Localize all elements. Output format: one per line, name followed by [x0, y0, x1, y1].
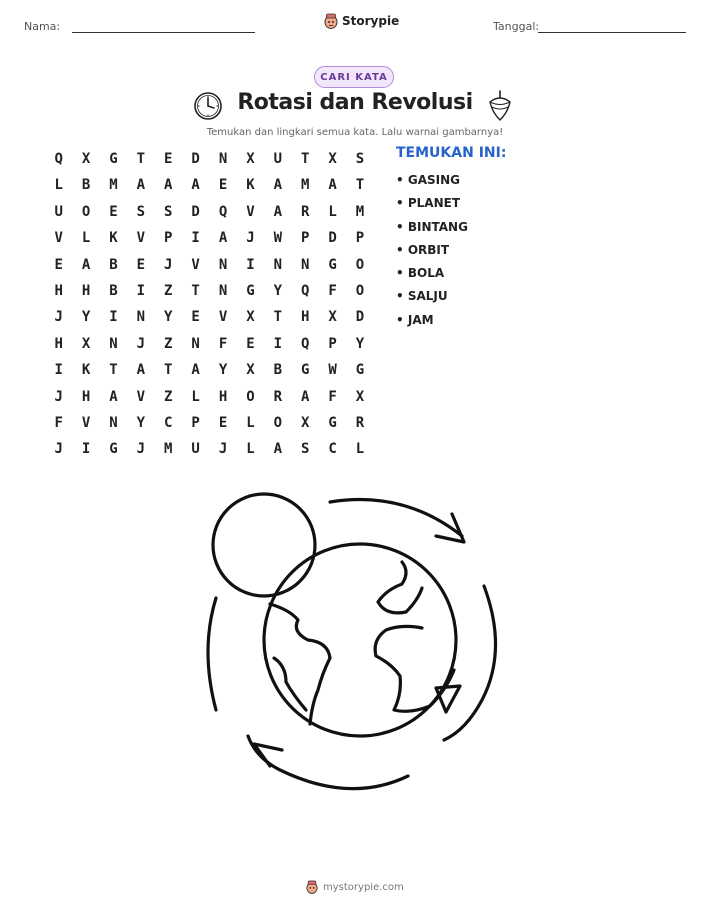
grid-row [45, 436, 374, 462]
grid-letter[interactable]: Q [300, 335, 310, 352]
grid-row [45, 278, 374, 304]
grid-letter[interactable]: G [328, 256, 337, 273]
grid-letter[interactable]: O [246, 388, 255, 405]
grid-letter[interactable]: U [273, 151, 283, 167]
grid-letter[interactable]: E [218, 177, 228, 194]
grid-letter[interactable]: V [136, 388, 146, 405]
grid-letter[interactable]: G [246, 282, 255, 299]
grid-letter[interactable]: L [54, 177, 63, 194]
word-list [396, 172, 468, 335]
grid-letter[interactable]: A [300, 388, 310, 405]
grid-letter[interactable]: P [191, 414, 200, 431]
grid-letter[interactable]: V [54, 230, 63, 247]
grid-letter[interactable]: K [109, 230, 118, 247]
grid-letter[interactable]: F [328, 388, 337, 405]
grid-letter[interactable]: H [54, 335, 63, 352]
grid-letter[interactable]: B [273, 362, 283, 379]
grid-letter[interactable]: A [109, 388, 118, 405]
grid-letter[interactable]: A [273, 203, 283, 220]
grid-letter[interactable]: A [164, 177, 173, 194]
grid-letter[interactable]: N [191, 335, 200, 352]
grid-letter[interactable]: L [246, 414, 255, 431]
grid-letter[interactable]: L [81, 230, 91, 247]
grid-letter[interactable]: K [246, 177, 255, 194]
grid-letter[interactable]: Y [136, 414, 146, 431]
grid-letter[interactable]: Q [300, 282, 310, 299]
grid-letter[interactable]: L [246, 441, 255, 458]
word-search-grid[interactable] [45, 146, 374, 463]
earth-moon-orbit-illustration [190, 490, 510, 810]
grid-letter[interactable]: V [191, 256, 200, 273]
grid-letter[interactable]: V [246, 203, 255, 220]
word-list-item: • JAM [396, 312, 434, 327]
grid-letter[interactable]: R [300, 203, 310, 220]
activity-badge: CARI KATA [314, 66, 394, 88]
grid-letter[interactable]: E [109, 203, 118, 220]
page-title: Rotasi dan Revolusi [237, 90, 473, 115]
grid-row [45, 225, 374, 251]
grid-letter[interactable]: M [164, 441, 173, 458]
grid-letter[interactable]: J [136, 441, 146, 458]
grid-letter[interactable]: O [273, 414, 283, 431]
grid-letter[interactable]: J [164, 256, 173, 273]
grid-letter[interactable]: X [328, 309, 337, 326]
grid-letter[interactable]: F [328, 282, 337, 299]
grid-row [45, 172, 374, 198]
grid-letter[interactable]: X [246, 362, 255, 379]
grid-row [45, 146, 374, 172]
clock-icon [193, 91, 223, 121]
grid-letter[interactable]: S [136, 203, 146, 220]
grid-letter[interactable]: V [218, 309, 228, 326]
grid-row [45, 410, 374, 436]
grid-letter[interactable]: B [109, 256, 118, 273]
storypie-mascot-icon [306, 880, 318, 894]
grid-letter[interactable]: O [81, 203, 91, 220]
grid-letter[interactable]: N [109, 335, 118, 352]
grid-letter[interactable]: X [328, 151, 337, 167]
grid-letter[interactable]: H [300, 309, 310, 326]
grid-letter[interactable]: P [328, 335, 337, 352]
grid-letter[interactable]: Q [54, 151, 63, 167]
grid-letter[interactable]: B [81, 177, 91, 194]
grid-letter[interactable]: M [109, 177, 118, 194]
grid-letter[interactable]: A [328, 177, 337, 194]
grid-letter[interactable]: Q [218, 203, 228, 220]
grid-letter[interactable]: A [191, 362, 200, 379]
grid-letter[interactable]: O [355, 282, 365, 299]
grid-letter[interactable]: P [164, 230, 173, 247]
moon-icon [213, 494, 315, 596]
grid-letter[interactable]: G [300, 362, 310, 379]
spinning-top-icon [486, 90, 514, 122]
grid-letter[interactable]: E [136, 256, 146, 273]
grid-letter[interactable]: X [300, 414, 310, 431]
grid-letter[interactable]: I [54, 362, 63, 379]
grid-letter[interactable]: Z [164, 335, 173, 352]
word-list-item: • GASING [396, 173, 460, 187]
grid-letter[interactable]: Y [81, 309, 91, 326]
grid-letter[interactable]: D [355, 309, 365, 326]
word-list-title: TEMUKAN INI: [396, 145, 507, 161]
grid-letter[interactable]: Y [218, 362, 228, 379]
grid-letter[interactable]: O [355, 256, 365, 273]
grid-letter[interactable]: I [81, 441, 91, 458]
grid-letter[interactable]: G [328, 414, 337, 431]
grid-row [45, 252, 374, 278]
grid-letter[interactable]: N [300, 256, 310, 273]
grid-letter[interactable]: L [328, 203, 337, 220]
brand-logo [324, 13, 399, 29]
grid-letter[interactable]: A [81, 256, 91, 273]
grid-row [45, 384, 374, 410]
grid-letter[interactable]: E [191, 309, 200, 326]
storypie-mascot-icon [324, 13, 338, 29]
grid-letter[interactable]: G [109, 151, 118, 167]
grid-letter[interactable]: J [136, 335, 146, 352]
grid-letter[interactable]: N [218, 282, 228, 299]
footer-url[interactable]: mystorypie.com [323, 881, 404, 893]
grid-letter[interactable]: A [136, 362, 146, 379]
grid-letter[interactable]: R [355, 414, 365, 431]
grid-letter[interactable]: A [273, 177, 283, 194]
grid-letter[interactable]: C [164, 414, 173, 431]
grid-letter[interactable]: N [136, 309, 146, 326]
instructions: Temukan dan lingkari semua kata. Lalu warnai gambarnya! [206, 127, 504, 138]
name-line[interactable] [72, 32, 255, 33]
grid-letter[interactable]: D [191, 203, 200, 220]
grid-letter[interactable]: I [191, 230, 200, 247]
name-label: Nama: [24, 20, 61, 33]
grid-letter[interactable]: H [81, 282, 91, 299]
grid-letter[interactable]: F [218, 335, 228, 352]
grid-letter[interactable]: N [218, 151, 228, 167]
word-list-item: • PLANET [396, 196, 461, 211]
grid-letter[interactable]: T [164, 362, 173, 379]
grid-letter[interactable]: I [109, 309, 118, 326]
grid-row [45, 199, 374, 225]
grid-letter[interactable]: E [54, 256, 63, 273]
grid-letter[interactable]: X [246, 151, 255, 167]
grid-row [45, 357, 374, 383]
grid-letter[interactable]: X [81, 335, 91, 352]
grid-letter[interactable]: U [54, 203, 63, 220]
grid-letter[interactable]: W [328, 362, 337, 379]
grid-letter[interactable]: S [300, 441, 310, 458]
grid-letter[interactable]: T [300, 151, 310, 167]
grid-letter[interactable]: E [164, 151, 173, 167]
word-list-item: • BOLA [396, 266, 445, 281]
grid-letter[interactable]: S [164, 203, 173, 220]
grid-letter[interactable]: A [218, 230, 228, 247]
grid-letter[interactable]: F [54, 414, 63, 431]
earth-icon [264, 544, 456, 736]
grid-letter[interactable]: Y [273, 282, 283, 299]
grid-letter[interactable]: N [218, 256, 228, 273]
grid-letter[interactable]: H [218, 388, 228, 405]
grid-letter[interactable]: T [191, 282, 200, 299]
grid-row [45, 304, 374, 330]
footer-brand [306, 880, 404, 894]
grid-letter[interactable]: H [81, 388, 91, 405]
grid-letter[interactable]: A [273, 441, 283, 458]
grid-letter[interactable]: T [136, 151, 146, 167]
grid-letter[interactable]: T [355, 177, 365, 194]
grid-letter[interactable]: P [355, 230, 365, 247]
grid-letter[interactable]: P [300, 230, 310, 247]
grid-letter[interactable]: M [355, 203, 365, 220]
grid-letter[interactable]: Y [355, 335, 365, 352]
grid-letter[interactable]: W [273, 230, 283, 247]
grid-letter[interactable]: Z [164, 388, 173, 405]
grid-letter[interactable]: J [246, 230, 255, 247]
word-list-item: • SALJU [396, 289, 448, 304]
grid-letter[interactable]: T [109, 362, 118, 379]
grid-letter[interactable]: X [355, 388, 365, 405]
grid-row [45, 331, 374, 357]
grid-letter[interactable]: S [355, 151, 365, 167]
grid-letter[interactable]: H [54, 282, 63, 299]
grid-letter[interactable]: I [273, 335, 283, 352]
word-list-item: • BINTANG [396, 219, 468, 234]
date-label: Tanggal: [493, 20, 540, 33]
grid-letter[interactable]: L [191, 388, 200, 405]
grid-letter[interactable]: G [355, 362, 365, 379]
grid-letter[interactable]: A [191, 177, 200, 194]
word-list-item: • ORBIT [396, 242, 450, 257]
date-line[interactable] [538, 32, 686, 33]
grid-letter[interactable]: M [300, 177, 310, 194]
grid-letter[interactable]: I [136, 282, 146, 299]
grid-letter[interactable]: X [81, 151, 91, 167]
grid-letter[interactable]: N [273, 256, 283, 273]
brand-name: Storypie [342, 14, 400, 28]
grid-letter[interactable]: G [109, 441, 118, 458]
grid-letter[interactable]: U [191, 441, 200, 458]
grid-letter[interactable]: J [54, 309, 63, 326]
grid-letter[interactable]: L [355, 441, 365, 458]
grid-letter[interactable]: J [54, 441, 63, 458]
grid-letter[interactable]: J [54, 388, 63, 405]
grid-letter[interactable]: E [218, 414, 228, 431]
grid-letter[interactable]: R [273, 388, 283, 405]
grid-letter[interactable]: J [218, 441, 228, 458]
grid-letter[interactable]: D [191, 151, 200, 167]
grid-letter[interactable]: T [273, 309, 283, 326]
grid-letter[interactable]: K [81, 362, 91, 379]
grid-letter[interactable]: X [246, 309, 255, 326]
grid-letter[interactable]: D [328, 230, 337, 247]
grid-letter[interactable]: V [81, 414, 91, 431]
grid-letter[interactable]: Y [164, 309, 173, 326]
grid-letter[interactable]: E [246, 335, 255, 352]
grid-letter[interactable]: V [136, 230, 146, 247]
grid-letter[interactable]: C [328, 441, 337, 458]
grid-letter[interactable]: I [246, 256, 255, 273]
grid-letter[interactable]: A [136, 177, 146, 194]
grid-letter[interactable]: B [109, 282, 118, 299]
grid-letter[interactable]: N [109, 414, 118, 431]
grid-letter[interactable]: Z [164, 282, 173, 299]
